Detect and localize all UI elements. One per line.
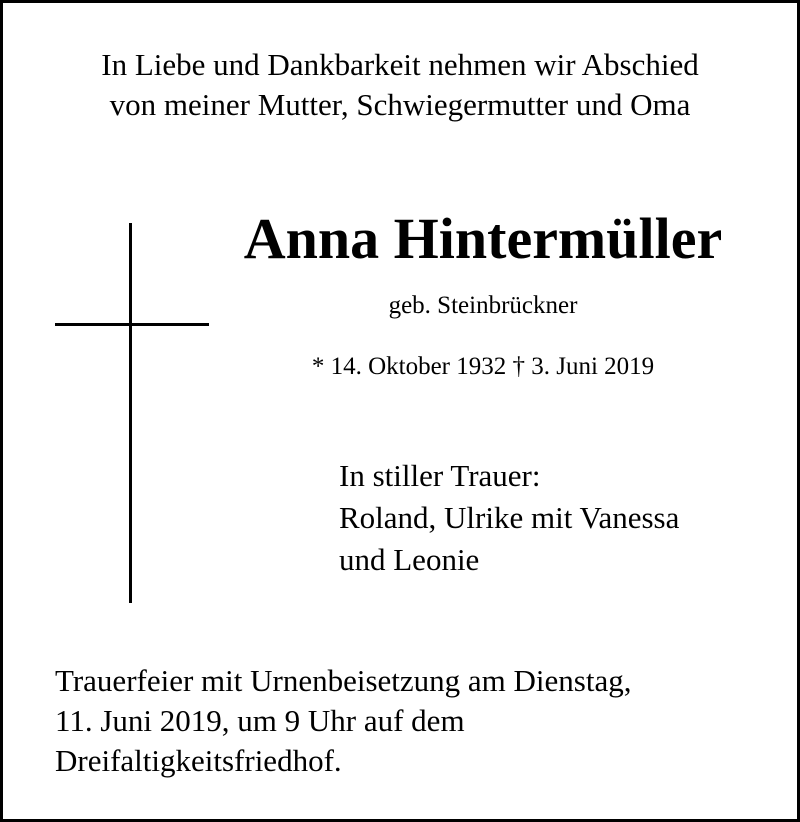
- service-line-1: Trauerfeier mit Urnenbeisetzung am Dienstag,: [55, 663, 632, 698]
- maiden-name: geb. Steinbrückner: [388, 292, 578, 319]
- service-line-3: Dreifaltigkeitsfriedhof.: [55, 743, 342, 778]
- birth-death-dates: * 14. Oktober 1932 † 3. Juni 2019: [311, 353, 655, 380]
- intro-line-2: von meiner Mutter, Schwiegermutter und Oma: [109, 87, 691, 122]
- intro-line-1: In Liebe und Dankbarkeit nehmen wir Abschied: [101, 47, 699, 82]
- mourners-heading: In stiller Trauer:: [339, 458, 541, 493]
- funeral-service-info: [55, 661, 775, 781]
- service-line-2: 11. Juni 2019, um 9 Uhr auf dem: [55, 703, 465, 738]
- mourners-block: [339, 455, 779, 581]
- mourners-line-2: und Leonie: [339, 542, 480, 577]
- intro-text: [3, 45, 797, 125]
- cross-vertical-bar: [129, 223, 132, 603]
- cross-horizontal-bar: [55, 323, 209, 326]
- deceased-name: Anna Hintermüller: [243, 206, 723, 271]
- mourners-line-1: Roland, Ulrike mit Vanessa: [339, 500, 680, 535]
